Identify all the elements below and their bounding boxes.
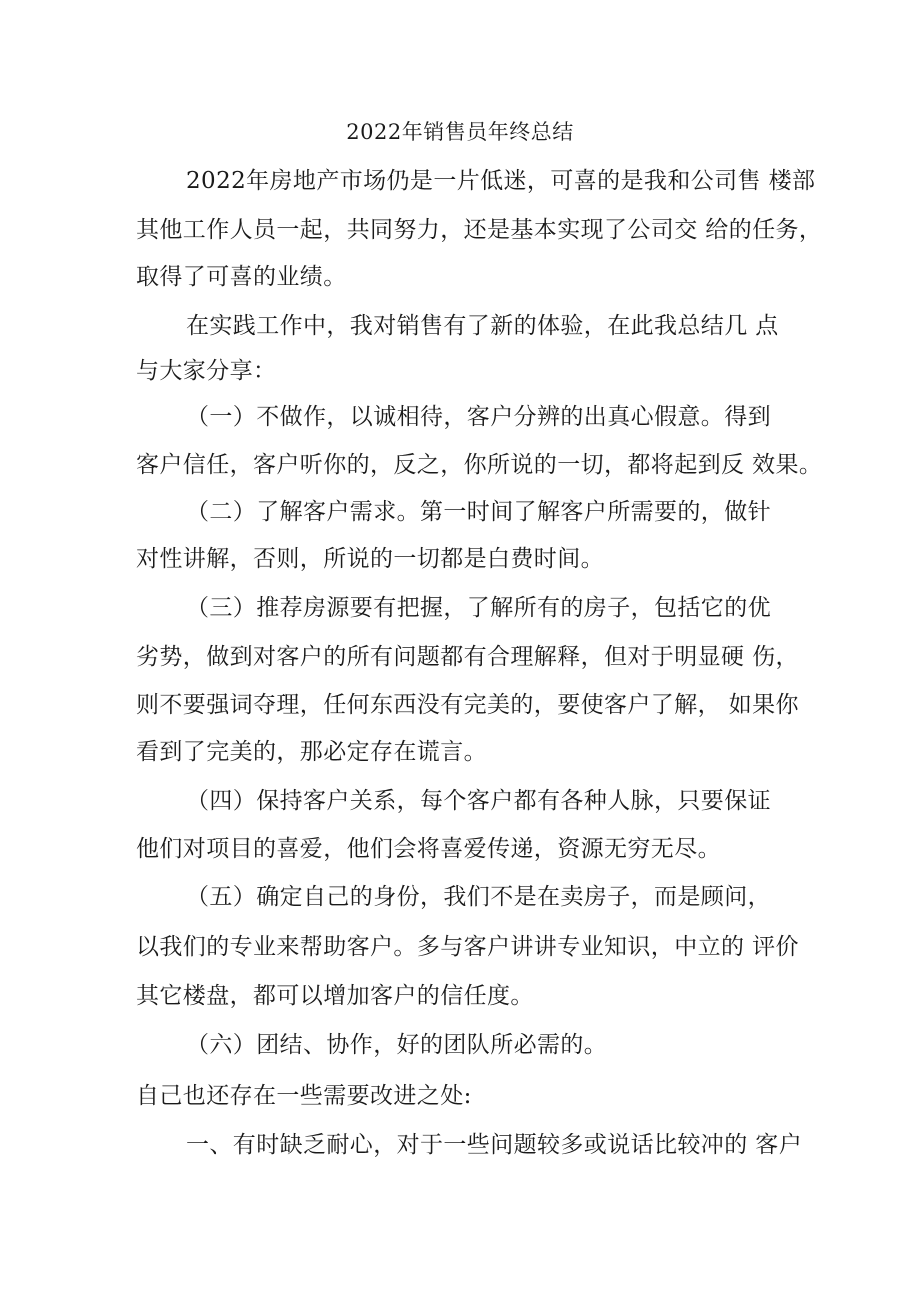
- paragraph-line: （五）确定自己的身份，我们不是在卖房子，而是顾问，: [186, 884, 771, 910]
- paragraph-line: （四）保持客户关系，每个客户都有各种人脉，只要保证: [186, 788, 771, 814]
- paragraph-line: 对性讲解，否则，所说的一切都是白费时间。: [136, 546, 604, 572]
- document-title: 2022年销售员年终总结: [346, 120, 574, 144]
- paragraph-line: 2022年房地产市场仍是一片低迷，可喜的是我和公司售 楼部: [186, 168, 816, 194]
- paragraph-line: 以我们的专业来帮助客户。多与客户讲讲专业知识，中立的 评价: [136, 934, 799, 960]
- paragraph-line: （二）了解客户需求。第一时间了解客户所需要的，做针: [186, 499, 771, 525]
- paragraph-line: 他们对项目的喜爱，他们会将喜爱传递，资源无穷无尽。: [136, 836, 721, 862]
- paragraph-line: 与大家分享：: [136, 358, 277, 384]
- paragraph-line: 看到了完美的，那必定存在谎言。: [136, 739, 487, 765]
- paragraph-line: （一）不做作，以诚相待，客户分辨的出真心假意。得到: [186, 404, 771, 430]
- paragraph-line: （六）团结、协作，好的团队所必需的。: [186, 1032, 608, 1058]
- paragraph-line: 则不要强词夺理，任何东西没有完美的，要使客户了解， 如果你: [136, 692, 799, 718]
- paragraph-line: 取得了可喜的业绩。: [136, 264, 347, 290]
- paragraph-line: 劣势，做到对客户的所有问题都有合理解释，但对于明显硬 伤，: [136, 644, 799, 670]
- paragraph-line: 其他工作人员一起，共同努力，还是基本实现了公司交 给的任务，: [136, 217, 823, 243]
- paragraph-line: （三）推荐房源要有把握，了解所有的房子，包括它的优: [186, 595, 771, 621]
- paragraph-line: 自己也还存在一些需要改进之处:: [136, 1083, 472, 1109]
- paragraph-line: 在实践工作中，我对销售有了新的体验，在此我总结几 点: [186, 313, 779, 339]
- paragraph-line: 客户信任，客户听你的，反之，你所说的一切，都将起到反 效果。: [136, 452, 823, 478]
- paragraph-line: 其它楼盘，都可以增加客户的信任度。: [136, 983, 534, 1009]
- paragraph-line: 一、有时缺乏耐心，对于一些问题较多或说话比较冲的 客户: [186, 1132, 803, 1158]
